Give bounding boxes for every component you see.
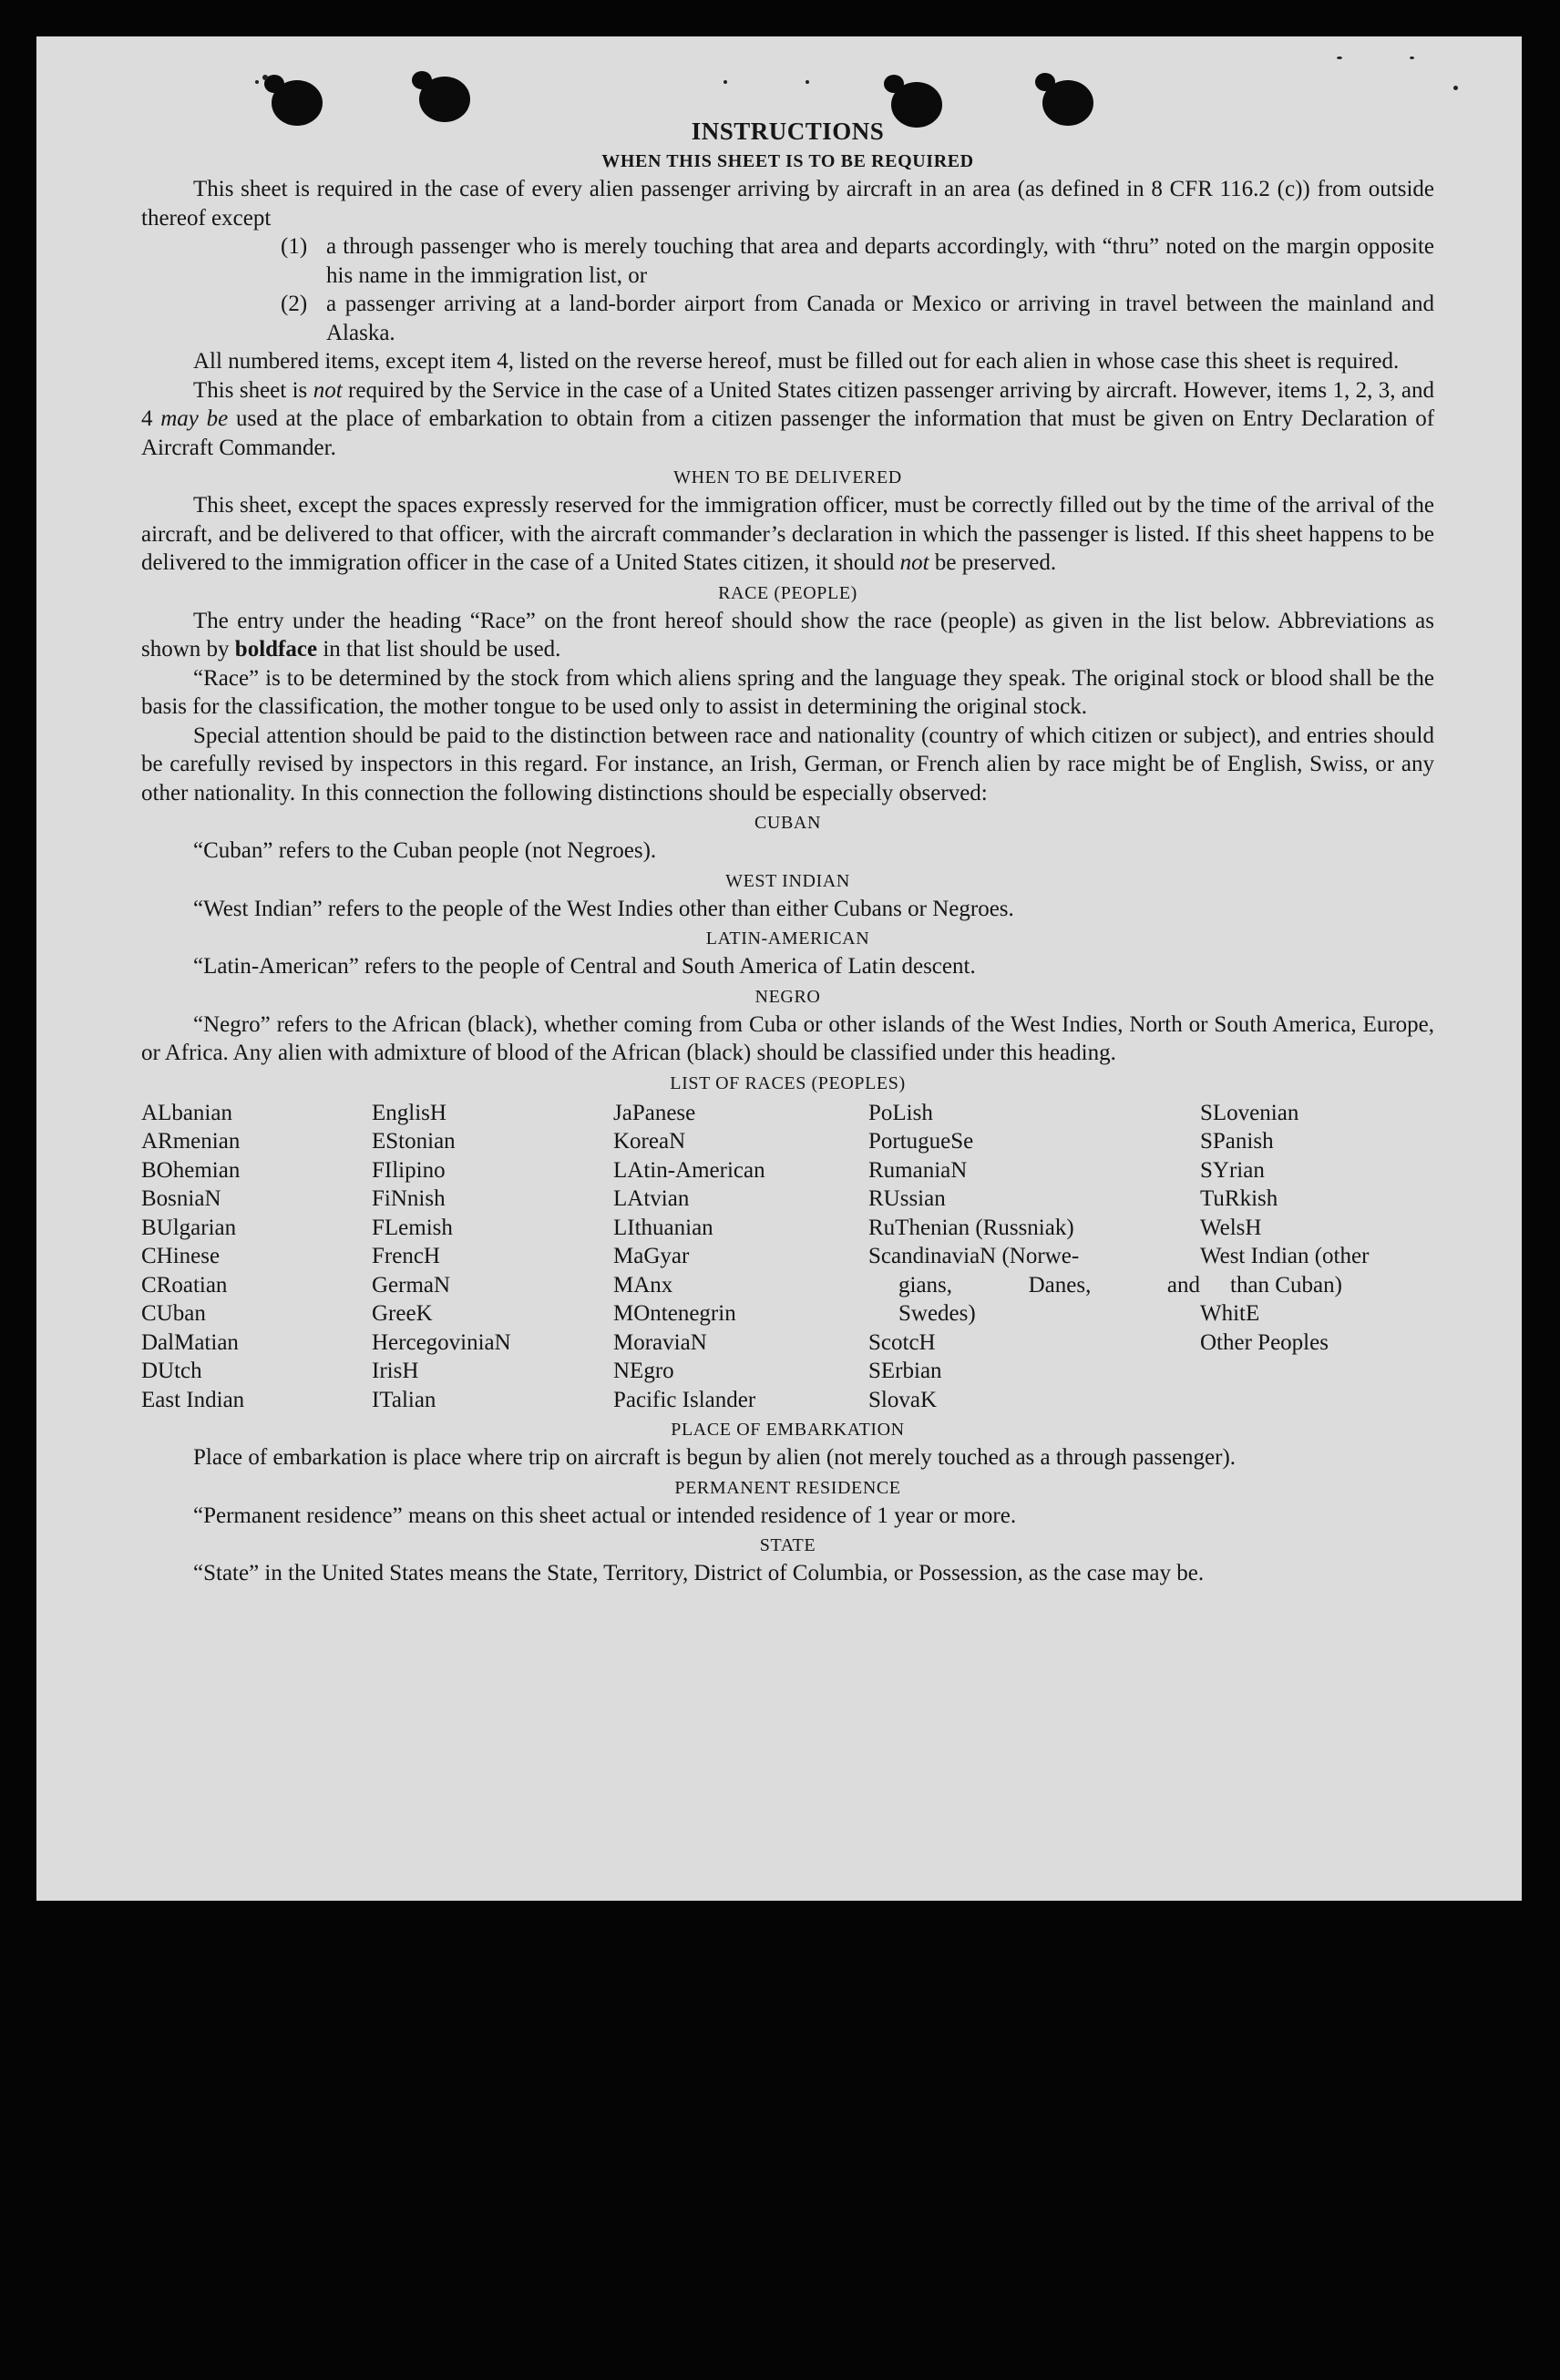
race-item: SErbian — [868, 1359, 942, 1383]
punch-hole-2 — [419, 77, 470, 122]
text-run: This sheet is — [193, 377, 313, 403]
speck — [806, 80, 809, 84]
speck — [724, 80, 727, 84]
text-run: This sheet, except the spaces expressly reserved for the immigration officer, must be correctly filled out by the time of the arrival of the aircraft, and be delivered to that officer, with the aircraft commander’s declaration in which the passenger is listed. If this sheet happens to be delivered to the immigration officer in the case of a United States citizen, it should — [141, 493, 1434, 575]
race-item: MOntenegrin — [613, 1301, 736, 1326]
race-item: ITalian — [372, 1387, 436, 1412]
emphasis: may be — [160, 406, 229, 431]
section-heading: WHEN TO BE DELIVERED — [673, 467, 902, 487]
item-number: (1) — [281, 234, 308, 259]
paragraph: “Race” is to be determined by the stock from which aliens spring and the language they speak. The original stock or blood shall be the basis for the classification, the mother tongue to be used only to assist in determining the original stock. — [141, 665, 1434, 719]
race-item-continued: Swedes) — [898, 1301, 976, 1326]
race-item: WhitE — [1200, 1301, 1260, 1326]
race-item: DalMatian — [141, 1329, 239, 1355]
race-column-4 — [868, 1099, 1200, 1415]
section-heading: LATIN-AMERICAN — [705, 928, 870, 949]
race-item: EStonian — [372, 1129, 456, 1154]
race-item: HercegoviniaN — [372, 1329, 511, 1355]
paragraph — [141, 607, 1434, 664]
speck — [1410, 56, 1414, 59]
emphasis: not — [899, 550, 929, 575]
speck — [1337, 56, 1342, 59]
list-item — [141, 290, 1434, 347]
bold-word: boldface — [234, 637, 318, 662]
section-heading: NEGRO — [754, 986, 821, 1007]
race-item: RumaniaN — [868, 1157, 968, 1183]
punch-hole-4 — [1042, 80, 1093, 126]
race-item: FiNnish — [372, 1186, 446, 1211]
race-item: MAnx — [613, 1272, 673, 1298]
race-item: EnglisH — [372, 1100, 446, 1125]
race-item: RUssian — [868, 1186, 946, 1211]
race-item: RuThenian (Russniak) — [868, 1215, 1074, 1240]
paragraph: “Cuban” refers to the Cuban people (not Negroes). — [193, 838, 657, 863]
text-run: Danes, — [1028, 1272, 1092, 1298]
race-item: SlovaK — [868, 1387, 937, 1412]
race-item: MoraviaN — [613, 1329, 707, 1355]
speck — [255, 80, 259, 84]
item-number: (2) — [281, 292, 308, 316]
race-item: SPanish — [1200, 1129, 1274, 1154]
race-item: BosniaN — [141, 1186, 221, 1211]
race-item: ARmenian — [141, 1129, 241, 1154]
race-item: TuRkish — [1200, 1186, 1278, 1211]
race-list — [141, 1099, 1434, 1415]
race-column-5 — [1200, 1099, 1434, 1415]
speck — [262, 75, 268, 80]
punch-hole-1 — [272, 80, 323, 126]
race-item: SYrian — [1200, 1157, 1265, 1183]
race-item: FLemish — [372, 1215, 453, 1240]
race-item: MaGyar — [613, 1244, 690, 1268]
text-run: and — [1166, 1272, 1200, 1298]
section-heading: RACE (PEOPLE) — [718, 582, 857, 603]
section-heading: PERMANENT RESIDENCE — [674, 1477, 901, 1498]
paragraph: “Latin-American” refers to the people of Central and South America of Latin descent. — [193, 954, 976, 979]
punch-hole-3 — [891, 82, 942, 128]
race-item-continued: than Cuban) — [1230, 1272, 1342, 1298]
section-heading: LIST OF RACES (PEOPLES) — [670, 1072, 906, 1093]
text-run: gians, — [898, 1272, 953, 1298]
race-column-1 — [141, 1099, 372, 1415]
race-item: LIthuanian — [613, 1215, 713, 1240]
paragraph — [141, 376, 1434, 463]
section-heading: PLACE OF EMBARKATION — [671, 1420, 905, 1440]
race-item: West Indian (other — [1200, 1244, 1370, 1268]
race-column-2 — [372, 1099, 613, 1415]
section-heading: WEST INDIAN — [725, 870, 850, 891]
race-item: JaPanese — [613, 1100, 696, 1125]
race-item: WelsH — [1200, 1215, 1262, 1240]
race-item: ALbanian — [141, 1100, 232, 1125]
race-item: Other Peoples — [1200, 1329, 1329, 1355]
text-run: The entry under the heading “Race” on the front hereof should show the race (people) as given in the list below. Abbreviations as shown by — [141, 608, 1434, 662]
race-column-3 — [613, 1099, 868, 1415]
section-heading: CUBAN — [754, 813, 821, 833]
race-item: CUban — [141, 1301, 206, 1326]
race-item: FIlipino — [372, 1157, 446, 1183]
paragraph — [141, 491, 1434, 578]
race-item: ScotcH — [868, 1329, 936, 1355]
race-item: East Indian — [141, 1387, 245, 1412]
race-item: KoreaN — [613, 1129, 686, 1154]
speck — [1453, 86, 1458, 90]
document-page — [36, 36, 1522, 1901]
item-text: a passenger arriving at a land-border airport from Canada or Mexico or arriving in travel between the mainland and Alaska. — [326, 292, 1434, 345]
race-item: LAtin-American — [613, 1157, 765, 1183]
text-run: in that list should be used. — [317, 637, 561, 662]
race-item: ScandinaviaN (Norwe- — [868, 1244, 1080, 1268]
paragraph: This sheet is required in the case of every alien passenger arriving by aircraft in an area (as defined in 8 CFR 116.2 (c)) from outside thereof except — [141, 177, 1434, 231]
race-item: BUlgarian — [141, 1215, 237, 1240]
race-item-continued — [868, 1271, 1200, 1300]
paragraph: “Negro” refers to the African (black), whether coming from Cuba or other islands of the West Indies, North or South America, Europe, or Africa. Any alien with admixture of blood of the African (black) should be classified under this heading. — [141, 1011, 1434, 1065]
race-item: LAtvian — [613, 1186, 690, 1211]
paragraph: Special attention should be paid to the distinction between race and nationality (country of which citizen or subject), and entries should be carefully revised by inspectors in this regard. For instance, an Irish, German, or French alien by race might be of English, Swiss, or any other nationality. In this connection the following distinctions should be especially observed: — [141, 723, 1434, 805]
race-item: CHinese — [141, 1244, 221, 1268]
paragraph: “West Indian” refers to the people of the West Indies other than either Cubans or Negroes. — [193, 896, 1014, 921]
list-item — [141, 232, 1434, 290]
section-heading: WHEN THIS SHEET IS TO BE REQUIRED — [601, 151, 974, 171]
text-run: used at the place of embarkation to obtain from a citizen passenger the information that must be given on Entry Declaration of Aircraft Commander. — [141, 406, 1435, 460]
item-text: a through passenger who is merely touching that area and departs accordingly, with “thru” noted on the margin opposite his name in the immigration list, or — [326, 234, 1434, 288]
page-title: INSTRUCTIONS — [691, 118, 885, 145]
paragraph: Place of embarkation is place where trip on aircraft is begun by alien (not merely touched as a through passenger). — [193, 1445, 1237, 1470]
text-run: required by the Service in the case of a United States citizen passenger arriving by aircraft. However, items 1, 2, 3, and 4 — [141, 377, 1434, 431]
race-item: BOhemian — [141, 1157, 241, 1183]
paragraph: All numbered items, except item 4, listed on the reverse hereof, must be filled out for each alien in whose case this sheet is required. — [193, 349, 1400, 374]
race-item: Pacific Islander — [613, 1387, 756, 1412]
race-item: IrisH — [372, 1359, 419, 1383]
race-item: DUtch — [141, 1359, 202, 1383]
race-item: PortugueSe — [868, 1129, 974, 1154]
race-item: PoLish — [868, 1100, 933, 1125]
race-item: GreeK — [372, 1301, 433, 1326]
paragraph: “Permanent residence” means on this sheet actual or intended residence of 1 year or more. — [193, 1503, 1017, 1528]
race-item: CRoatian — [141, 1272, 228, 1298]
paragraph: “State” in the United States means the State, Territory, District of Columbia, or Possession, as the case may be. — [193, 1561, 1205, 1585]
text-run: be preserved. — [929, 550, 1057, 575]
race-item: FrencH — [372, 1244, 440, 1268]
race-item: NEgro — [613, 1359, 674, 1383]
emphasis: not — [313, 377, 343, 403]
race-item: SLovenian — [1200, 1100, 1299, 1125]
section-heading: STATE — [759, 1535, 816, 1555]
race-item: GermaN — [372, 1272, 451, 1298]
